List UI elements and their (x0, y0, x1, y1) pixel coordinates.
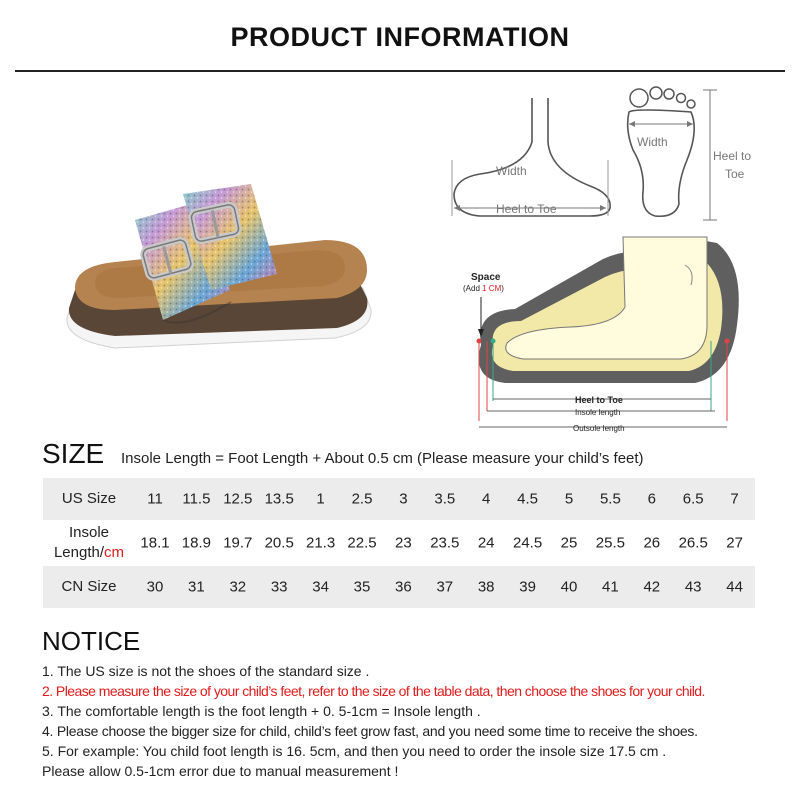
size-cell: 22.5 (347, 534, 377, 552)
size-cell: 5 (564, 490, 574, 508)
size-cell: 44 (726, 578, 743, 596)
size-cell: 30 (146, 578, 164, 596)
shoe-cutaway-diagram (445, 225, 785, 440)
notice-item: 4. Please choose the bigger size for child, child’s feet grow fast, and you need some time to receive the shoes. (42, 723, 698, 739)
page-title: PRODUCT INFORMATION (230, 22, 570, 52)
size-table (43, 478, 755, 608)
size-cell: 6.5 (682, 490, 704, 508)
size-heading: SIZE (42, 438, 105, 469)
size-cell: 18.9 (181, 534, 211, 552)
foot-top-width-label: Width (637, 135, 668, 149)
size-cell: 3.5 (434, 490, 456, 508)
unit-label: cm (104, 544, 125, 561)
size-cell: 6 (647, 490, 656, 508)
size-cell: 4.5 (517, 490, 539, 508)
size-cell: 2.5 (351, 490, 373, 508)
sandal-product-image (55, 170, 385, 360)
size-cell: 4 (482, 490, 491, 508)
size-cell: 26 (643, 534, 661, 552)
insole-length-label: Insole length (575, 408, 621, 417)
size-cell: 40 (560, 578, 578, 596)
foot-top-diagram (615, 80, 790, 225)
row-label-line2: Length/cm (53, 544, 125, 561)
foot-top-heel-to-toe-label-1: Heel to (713, 149, 752, 163)
size-cell: 39 (519, 578, 536, 596)
size-cell: 13.5 (264, 490, 294, 508)
size-cell: 25.5 (595, 534, 625, 552)
row-label: CN Size (61, 578, 117, 595)
row-label-line1: Insole (68, 524, 110, 541)
size-cell: 19.7 (223, 534, 253, 552)
size-cell: 31 (188, 578, 205, 596)
size-cell: 33 (270, 578, 288, 596)
size-cell: 38 (477, 578, 495, 596)
size-cell: 27 (726, 534, 743, 552)
size-cell: 36 (395, 578, 412, 596)
size-cell: 34 (312, 578, 329, 596)
notice-list (42, 661, 792, 781)
us-size-row (43, 478, 755, 520)
size-cell: 35 (353, 578, 371, 596)
foot-side-width-label: Width (496, 164, 527, 178)
space-label: Space (471, 272, 501, 283)
notice-item: Please allow 0.5-1cm error due to manual measurement ! (42, 763, 399, 779)
notice-item: 3. The comfortable length is the foot length + 0. 5-1cm = Insole length . (42, 703, 481, 719)
add-cm-label: (Add 1 CM) (463, 284, 504, 293)
size-note: Insole Length = Foot Length + About 0.5 cm (Please measure your child’s feet) (121, 450, 644, 467)
notice-item: 1. The US size is not the shoes of the standard size . (42, 663, 370, 679)
notice-item-alert: 2. Please measure the size of your child’s feet, refer to the size of the table data, then choose the shoes for your child. (42, 683, 705, 699)
size-cell: 7 (730, 490, 739, 508)
size-cell: 5.5 (599, 490, 621, 508)
size-cell: 23 (395, 534, 412, 552)
size-cell: 11.5 (182, 490, 211, 508)
size-cell: 37 (436, 578, 454, 596)
size-cell: 1 (316, 490, 325, 508)
cn-size-row (43, 566, 755, 608)
size-cell: 18.1 (140, 534, 170, 552)
size-cell: 20.5 (264, 534, 294, 552)
size-cell: 3 (399, 490, 408, 508)
row-cells (135, 478, 755, 520)
size-cell: 41 (602, 578, 619, 596)
size-cell: 26.5 (678, 534, 708, 552)
size-cell: 24.5 (512, 534, 543, 552)
size-cell: 43 (684, 578, 702, 596)
outsole-length-label: Outsole length (573, 424, 625, 433)
size-cell: 23.5 (430, 534, 460, 552)
heel-to-toe-label: Heel to Toe (575, 395, 623, 405)
foot-top-heel-to-toe-label-2: Toe (725, 167, 745, 181)
size-cell: 12.5 (223, 490, 253, 508)
size-cell: 24 (477, 534, 495, 552)
notice-item: 5. For example: You child foot length is 16. 5cm, and then you need to order the insole size 17.5 cm . (42, 743, 667, 759)
size-cell: 32 (229, 578, 247, 596)
row-label (43, 523, 135, 563)
notice-heading: NOTICE (42, 626, 141, 656)
foot-side-heel-to-toe-label: Heel to Toe (496, 202, 557, 216)
size-cell: 21.3 (305, 534, 336, 552)
row-cells (135, 520, 755, 566)
size-cell: 11 (147, 490, 163, 508)
row-label: US Size (61, 490, 117, 507)
row-cells (135, 566, 755, 608)
size-cell: 42 (643, 578, 661, 596)
size-cell: 25 (560, 534, 578, 552)
foot-side-diagram (440, 90, 620, 225)
insole-length-row (43, 520, 755, 566)
title-divider (15, 70, 785, 72)
